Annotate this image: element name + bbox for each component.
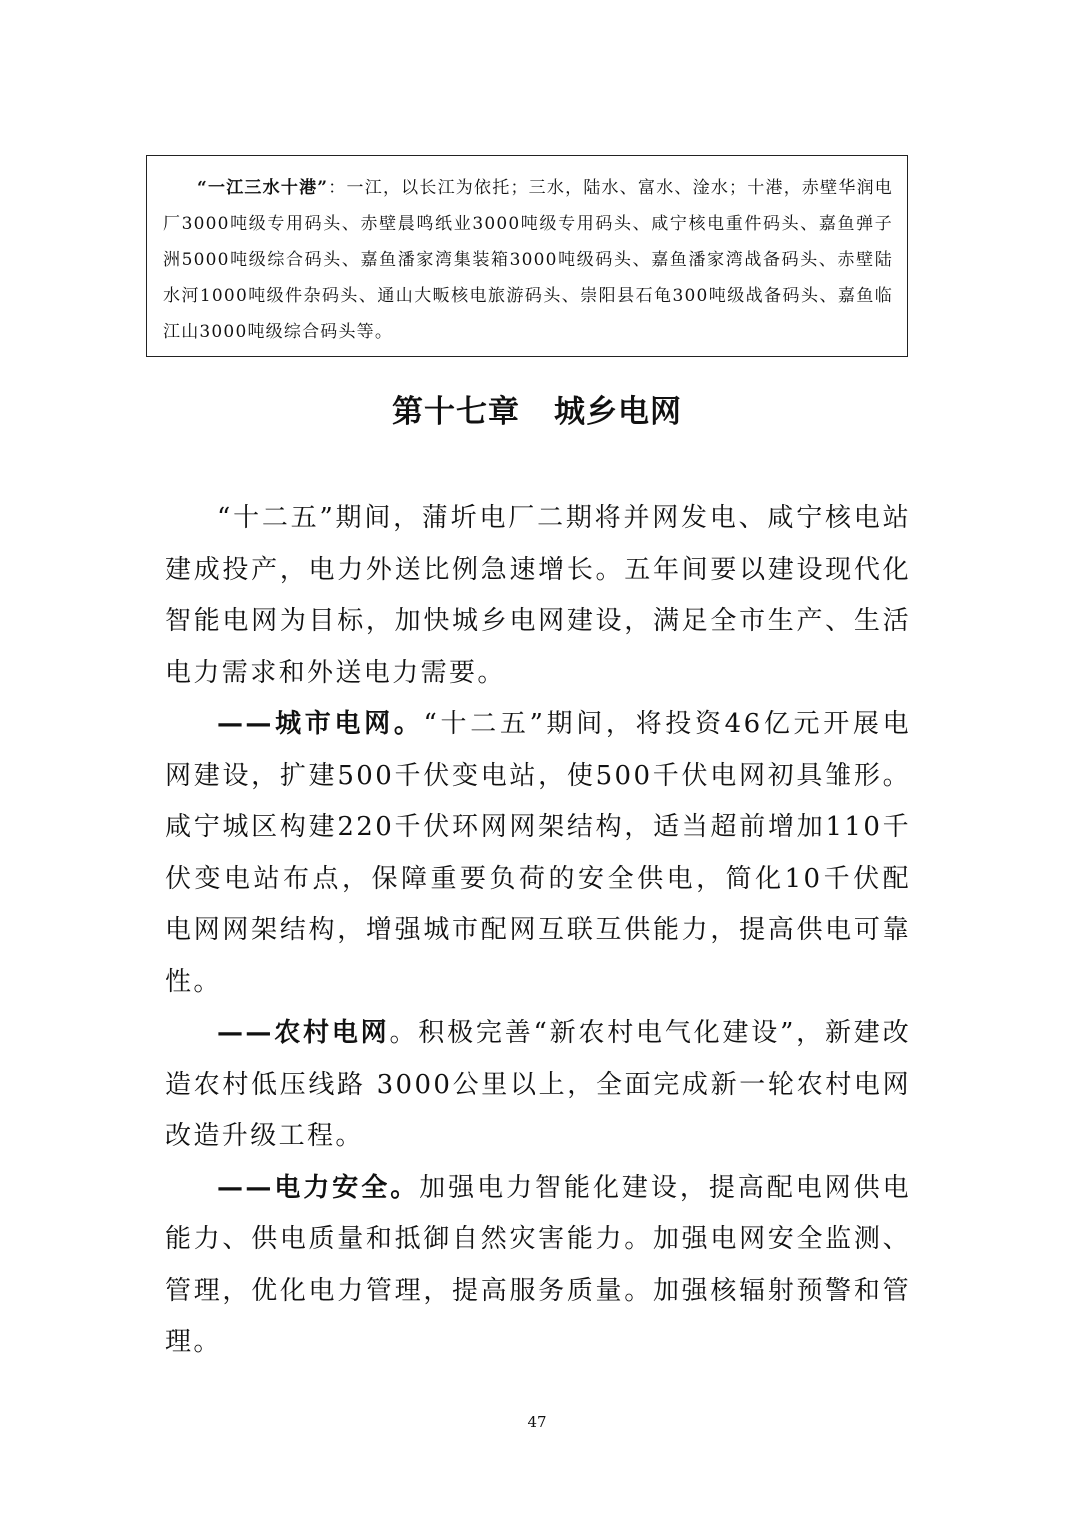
paragraph-intro	[165, 493, 911, 699]
paragraph-lead: ——农村电网	[217, 1018, 390, 1048]
chapter-name: 城乡电网	[554, 394, 682, 430]
note-box	[146, 155, 908, 357]
chapter-number: 第十七章	[392, 394, 520, 430]
chapter-body	[165, 493, 911, 1369]
paragraph-text: 。积极完善“新农村电气化建设”，新建改造农村低压线路 3000公里以上，全面完成新一轮农村电网改造升级工程。	[165, 1018, 911, 1151]
note-term: “一江三水十港”	[197, 178, 329, 198]
paragraph-urban-grid	[165, 699, 911, 1008]
paragraph-power-safety	[165, 1163, 911, 1369]
paragraph-lead: ——城市电网。	[217, 709, 424, 739]
chapter-title	[0, 388, 1074, 436]
paragraph-lead: ——电力安全。	[217, 1172, 420, 1203]
paragraph-text: “十二五”期间，将投资46亿元开展电网建设，扩建500千伏变电站，使500千伏电网初具雏形。咸宁城区构建220千伏环网网架结构，适当超前增加110千伏变电站布点，保障重要负荷的安全供电，简化10千伏配电网网架结构，增强城市配网互联互供能力，提高供电可靠性。	[165, 709, 911, 997]
page-number: 47	[527, 1413, 547, 1431]
paragraph-rural-grid	[165, 1008, 911, 1163]
note-body: ：一江，以长江为依托；三水，陆水、富水、淦水；十港，赤壁华润电厂3000吨级专用码头、赤壁晨鸣纸业3000吨级专用码头、咸宁核电重件码头、嘉鱼弹子洲5000吨级综合码头、嘉鱼潘家湾集装箱3000吨级码头、嘉鱼潘家湾战备码头、赤壁陆水河1000吨级件杂码头、通山大畈核电旅游码头、崇阳县石龟300吨级战备码头、嘉鱼临江山3000吨级综合码头等。	[163, 178, 893, 342]
paragraph-text: “十二五”期间，蒲圻电厂二期将并网发电、咸宁核电站建成投产，电力外送比例急速增长。五年间要以建设现代化智能电网为目标，加快城乡电网建设，满足全市生产、生活电力需求和外送电力需要。	[165, 503, 911, 688]
paragraph-text: 加强电力智能化建设，提高配电网供电能力、供电质量和抵御自然灾害能力。加强电网安全监测、管理，优化电力管理，提高服务质量。加强核辐射预警和管理。	[165, 1172, 911, 1357]
note-text	[163, 170, 893, 350]
